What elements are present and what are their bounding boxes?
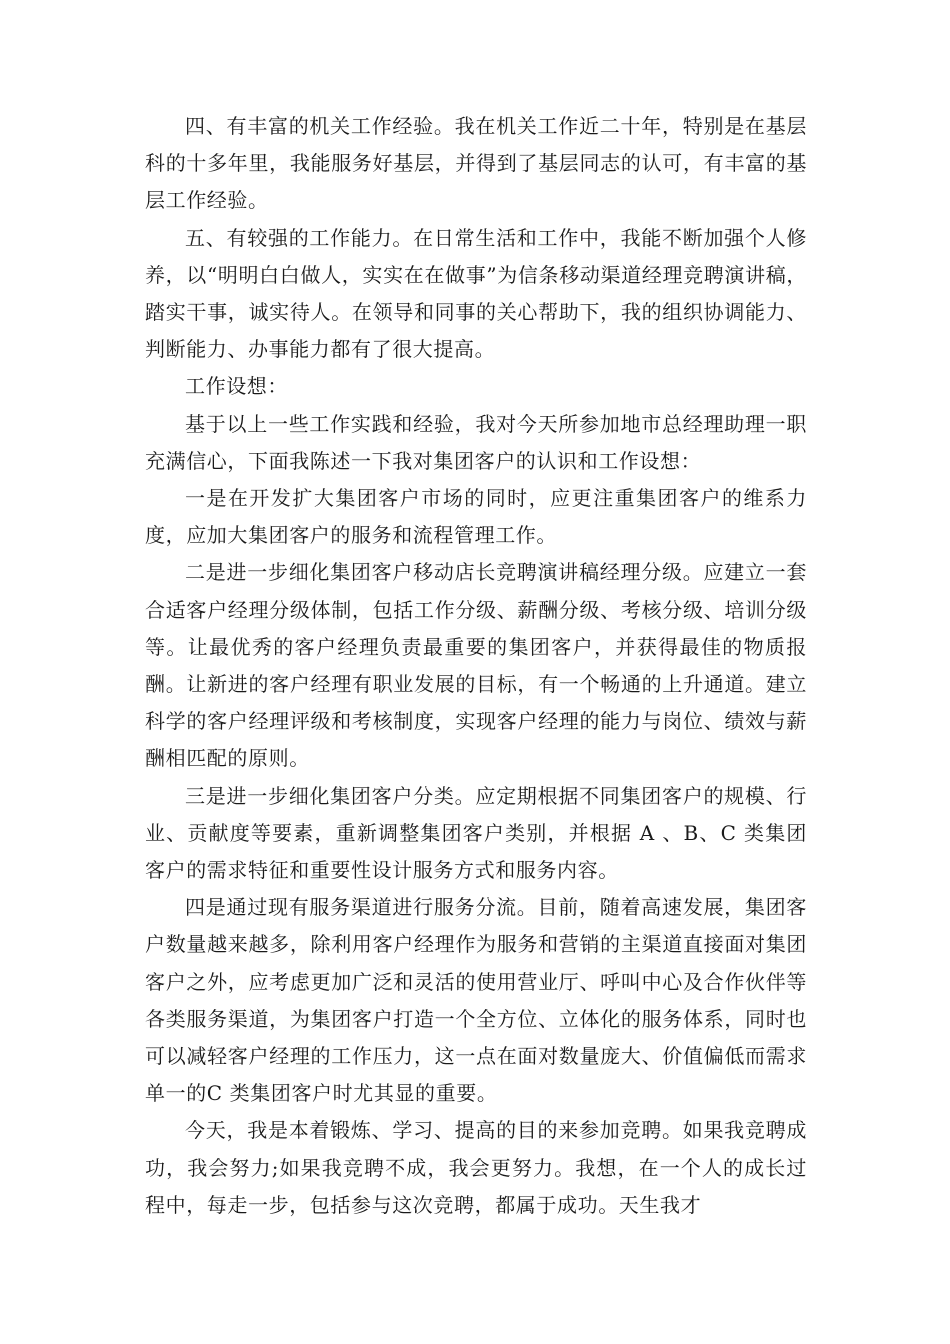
document-body [145,108,807,1224]
paragraph-work-plan-heading: 工作设想： [185,374,288,399]
paragraph-intro: 基于以上一些工作实践和经验，我对今天所参加地市总经理助理一职充满信心，下面我陈述一下我对集团客户的认识和工作设想： [145,411,807,473]
paragraph-closing: 今天，我是本着锻炼、学习、提高的目的来参加竞聘。如果我竞聘成功，我会努力;如果我竞聘不成，我会更努力。我想，在一个人的成长过程中，每走一步，包括参与这次竞聘，都属于成功。天生我才 [145,1118,807,1217]
paragraph-plan-three: 三是进一步细化集团客户分类。应定期根据不同集团客户的规模、行业、贡献度等要素，重新调整集团客户类别，并根据 A 、B、C 类集团客户的需求特征和重要性设计服务方式和服务内容。 [145,783,807,883]
paragraph-ability: 五、有较强的工作能力。在日常生活和工作中，我能不断加强个人修养，以“明明白白做人，实实在在做事”为信条移动渠道经理竞聘演讲稿，踏实干事，诚实待人。在领导和同事的关心帮助下，我的组织协调能力、判断能力、办事能力都有了很大提高。 [145,225,807,362]
paragraph-plan-one: 一是在开发扩大集团客户市场的同时，应更注重集团客户的维系力度，应加大集团客户的服务和流程管理工作。 [145,486,807,548]
paragraph-plan-four: 四是通过现有服务渠道进行服务分流。目前，随着高速发展，集团客户数量越来越多，除利用客户经理作为服务和营销的主渠道直接面对集团客户之外，应考虑更加广泛和灵活的使用营业厅、呼叫中心及合作伙伴等各类服务渠道，为集团客户打造一个全方位、立体化的服务体系，同时也可以减轻客户经理的工作压力，这一点在面对数量庞大、价值偏低而需求单一的C 类集团客户时尤其显的重要。 [145,895,807,1106]
paragraph-experience: 四、有丰富的机关工作经验。我在机关工作近二十年，特别是在基层科的十多年里，我能服务好基层，并得到了基层同志的认可，有丰富的基层工作经验。 [145,114,807,213]
paragraph-plan-two: 二是进一步细化集团客户移动店长竞聘演讲稿经理分级。应建立一套合适客户经理分级体制，包括工作分级、薪酬分级、考核分级、培训分级等。让最优秀的客户经理负责最重要的集团客户，并获得最佳的物质报酬。让新进的客户经理有职业发展的目标，有一个畅通的上升通道。建立科学的客户经理评级和考核制度，实现客户经理的能力与岗位、绩效与薪酬相匹配的原则。 [145,560,807,771]
